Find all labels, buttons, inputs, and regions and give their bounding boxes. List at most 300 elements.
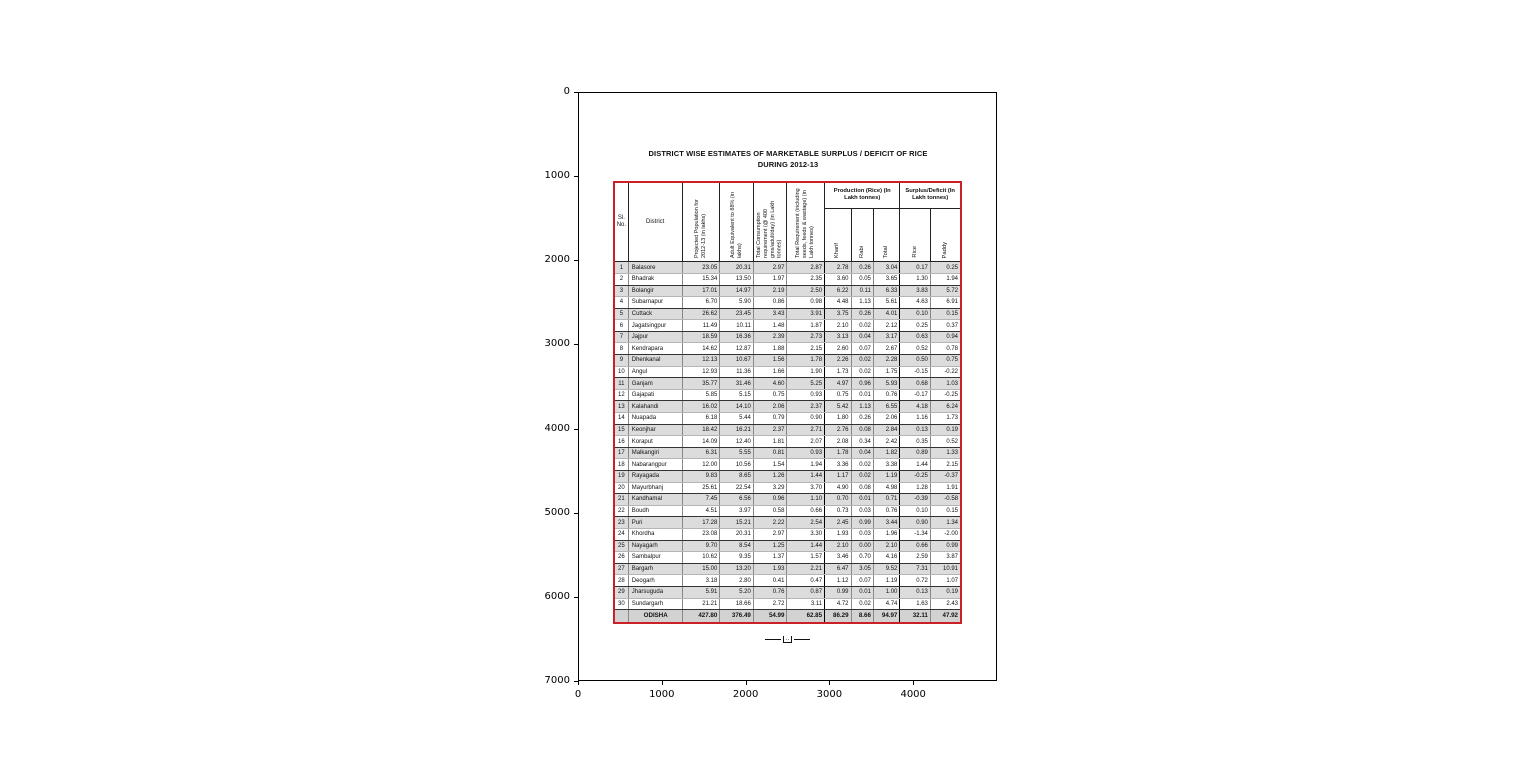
table-cell: 5.91 bbox=[682, 586, 720, 598]
table-cell: 11.49 bbox=[682, 320, 720, 332]
table-cell: 1.44 bbox=[787, 471, 825, 483]
table-cell: 7.45 bbox=[682, 494, 720, 506]
table-cell: 0.02 bbox=[851, 459, 873, 471]
table-cell: 19 bbox=[614, 471, 628, 483]
table-cell: 5.20 bbox=[720, 586, 754, 598]
table-cell: 1.13 bbox=[851, 297, 873, 309]
x-tick-mark bbox=[662, 681, 663, 685]
table-cell: 1.44 bbox=[787, 540, 825, 552]
table-row bbox=[614, 413, 961, 425]
table-cell: 16.02 bbox=[682, 401, 720, 413]
table-cell: 4.18 bbox=[900, 401, 931, 413]
table-cell: 0.01 bbox=[851, 586, 873, 598]
table-cell: 0.96 bbox=[851, 378, 873, 390]
table-cell: -2.00 bbox=[930, 528, 961, 540]
table-cell: 2.87 bbox=[787, 262, 825, 274]
table-cell: 1.93 bbox=[825, 528, 851, 540]
table-cell: 11 bbox=[614, 378, 628, 390]
table-cell: 1.19 bbox=[873, 575, 899, 587]
table-cell: 3.65 bbox=[873, 273, 899, 285]
table-cell: 0.52 bbox=[930, 436, 961, 448]
table-cell: 0.81 bbox=[753, 447, 787, 459]
y-tick-label: 3000 bbox=[544, 338, 570, 350]
table-cell: 1.03 bbox=[930, 378, 961, 390]
table-cell: 2.50 bbox=[787, 285, 825, 297]
table-cell: 2.45 bbox=[825, 517, 851, 529]
table-row bbox=[614, 598, 961, 610]
table-row bbox=[614, 447, 961, 459]
table-cell: 4.72 bbox=[825, 598, 851, 610]
table-cell: 4.74 bbox=[873, 598, 899, 610]
table-cell: 3.97 bbox=[720, 505, 754, 517]
table-cell: 8.66 bbox=[851, 610, 873, 623]
table-cell: 27 bbox=[614, 563, 628, 575]
table-cell: 3.91 bbox=[787, 308, 825, 320]
table-cell: 7.31 bbox=[900, 563, 931, 575]
header-paddy: Paddy bbox=[930, 208, 961, 262]
table-cell: 31.46 bbox=[720, 378, 754, 390]
table-cell: 2.97 bbox=[753, 528, 787, 540]
table-cell: 29 bbox=[614, 586, 628, 598]
y-tick-label: 1000 bbox=[544, 170, 570, 182]
table-cell: 3.60 bbox=[825, 273, 851, 285]
table-cell: 2.59 bbox=[900, 552, 931, 564]
table-cell: 2.43 bbox=[930, 598, 961, 610]
table-cell: 0.13 bbox=[900, 424, 931, 436]
table-cell: 2.37 bbox=[753, 424, 787, 436]
table-cell: 2.78 bbox=[825, 262, 851, 274]
table-cell: 0.02 bbox=[851, 366, 873, 378]
table-cell: 24 bbox=[614, 528, 628, 540]
table-row bbox=[614, 528, 961, 540]
table-cell: 5.93 bbox=[873, 378, 899, 390]
table-cell: 2.73 bbox=[787, 331, 825, 343]
table-cell: 3.87 bbox=[930, 552, 961, 564]
table-cell: 2.12 bbox=[873, 320, 899, 332]
table-row bbox=[614, 285, 961, 297]
table-row bbox=[614, 355, 961, 367]
header-district: District bbox=[628, 182, 682, 262]
table-cell: 20 bbox=[614, 482, 628, 494]
table-cell: Dhenkanal bbox=[628, 355, 682, 367]
table-cell: 427.80 bbox=[682, 610, 720, 623]
table-cell: 25.61 bbox=[682, 482, 720, 494]
table-cell: 0.89 bbox=[900, 447, 931, 459]
table-cell: 9 bbox=[614, 355, 628, 367]
table-cell: 0.66 bbox=[900, 540, 931, 552]
table-cell: 2.71 bbox=[787, 424, 825, 436]
table-cell: 17.01 bbox=[682, 285, 720, 297]
table-cell: 1.44 bbox=[900, 459, 931, 471]
x-tick-mark bbox=[913, 681, 914, 685]
table-cell: 0.00 bbox=[851, 540, 873, 552]
table-row bbox=[614, 389, 961, 401]
table-cell: 13.20 bbox=[720, 563, 754, 575]
table-row bbox=[614, 308, 961, 320]
table-cell: 3.17 bbox=[873, 331, 899, 343]
table-cell: 12 bbox=[614, 389, 628, 401]
table-cell: Puri bbox=[628, 517, 682, 529]
table-cell: 15.00 bbox=[682, 563, 720, 575]
header-total: Total bbox=[873, 208, 899, 262]
header-population: Projected Population for 2012-13 (in lakhs) bbox=[682, 182, 720, 262]
table-cell: 4.90 bbox=[825, 482, 851, 494]
table-cell: 10 bbox=[614, 366, 628, 378]
table-row bbox=[614, 517, 961, 529]
table-cell: 9.35 bbox=[720, 552, 754, 564]
table-cell: 13 bbox=[614, 401, 628, 413]
table-row bbox=[614, 505, 961, 517]
table-cell: 1.78 bbox=[787, 355, 825, 367]
table-cell: 1.66 bbox=[753, 366, 787, 378]
table-cell: 14.97 bbox=[720, 285, 754, 297]
table-cell: 1.91 bbox=[930, 482, 961, 494]
table-cell: -0.15 bbox=[900, 366, 931, 378]
table-cell: Jharsuguda bbox=[628, 586, 682, 598]
table-cell: 13.50 bbox=[720, 273, 754, 285]
table-cell: Rayagada bbox=[628, 471, 682, 483]
table-row bbox=[614, 320, 961, 332]
table-cell: 2.39 bbox=[753, 331, 787, 343]
table-cell: 5.42 bbox=[825, 401, 851, 413]
table-cell: 0.07 bbox=[851, 575, 873, 587]
header-surplus-group: Surplus/Deficit (In Lakh tonnes) bbox=[900, 182, 961, 208]
x-tick-label: 4000 bbox=[900, 689, 926, 700]
table-cell: 8 bbox=[614, 343, 628, 355]
table-cell: Keonjhar bbox=[628, 424, 682, 436]
table-cell: 1.97 bbox=[753, 273, 787, 285]
x-tick-label: 3000 bbox=[816, 689, 843, 700]
table-row bbox=[614, 563, 961, 575]
table-cell: Boudh bbox=[628, 505, 682, 517]
table-cell: 1.75 bbox=[873, 366, 899, 378]
table-row bbox=[614, 494, 961, 506]
table-cell: Kandhamal bbox=[628, 494, 682, 506]
table-cell: Cuttack bbox=[628, 308, 682, 320]
table-cell: 2.19 bbox=[753, 285, 787, 297]
table-cell: 1.17 bbox=[825, 471, 851, 483]
table-cell: 0.15 bbox=[930, 308, 961, 320]
table-cell: 25 bbox=[614, 540, 628, 552]
table-cell: 26.62 bbox=[682, 308, 720, 320]
table-cell: 1.96 bbox=[873, 528, 899, 540]
table-cell: 9.52 bbox=[873, 563, 899, 575]
table-cell: 4 bbox=[614, 297, 628, 309]
table-cell: 0.02 bbox=[851, 320, 873, 332]
table-cell: 0.75 bbox=[753, 389, 787, 401]
table-cell: -0.37 bbox=[930, 471, 961, 483]
table-cell: 18.59 bbox=[682, 331, 720, 343]
table-cell: 0.72 bbox=[900, 575, 931, 587]
table-cell: 1.33 bbox=[930, 447, 961, 459]
table-cell: 14 bbox=[614, 413, 628, 425]
table-cell: 1.94 bbox=[787, 459, 825, 471]
table-cell: 1.57 bbox=[787, 552, 825, 564]
table-cell: 1.16 bbox=[900, 413, 931, 425]
table-row bbox=[614, 378, 961, 390]
table-cell: 35.77 bbox=[682, 378, 720, 390]
table-cell bbox=[614, 610, 628, 623]
table-cell: 1 bbox=[614, 262, 628, 274]
table-cell: 2 bbox=[614, 273, 628, 285]
table-cell: 2.42 bbox=[873, 436, 899, 448]
table-cell: 10.62 bbox=[682, 552, 720, 564]
table-cell: 6.47 bbox=[825, 563, 851, 575]
table-cell: 1.78 bbox=[825, 447, 851, 459]
table-cell: 2.07 bbox=[787, 436, 825, 448]
table-cell: 30 bbox=[614, 598, 628, 610]
table-cell: 1.30 bbox=[900, 273, 931, 285]
table-cell: 0.94 bbox=[930, 331, 961, 343]
table-cell: 18.42 bbox=[682, 424, 720, 436]
table-cell: 23.45 bbox=[720, 308, 754, 320]
x-tick-label: 1000 bbox=[649, 689, 675, 700]
rice-surplus-table bbox=[613, 181, 962, 624]
table-cell: 23 bbox=[614, 517, 628, 529]
header-sl-no: Sl. No. bbox=[614, 182, 628, 262]
table-cell: 0.70 bbox=[851, 552, 873, 564]
table-cell: 3.11 bbox=[787, 598, 825, 610]
table-cell: Nayagarh bbox=[628, 540, 682, 552]
table-cell: 22 bbox=[614, 505, 628, 517]
table-cell: 20.31 bbox=[720, 528, 754, 540]
table-cell: 22.54 bbox=[720, 482, 754, 494]
table-cell: 5.85 bbox=[682, 389, 720, 401]
table-cell: 16 bbox=[614, 436, 628, 448]
table-cell: 0.08 bbox=[851, 424, 873, 436]
table-cell: 4.51 bbox=[682, 505, 720, 517]
header-adult-equivalent: Adult Equivalent to 88% (in lakhs) bbox=[720, 182, 754, 262]
table-cell: Malkangiri bbox=[628, 447, 682, 459]
table-cell: 10.56 bbox=[720, 459, 754, 471]
table-cell: 0.37 bbox=[930, 320, 961, 332]
table-cell: 2.72 bbox=[753, 598, 787, 610]
table-cell: 6.22 bbox=[825, 285, 851, 297]
table-cell: 1.80 bbox=[825, 413, 851, 425]
y-tick-mark bbox=[574, 429, 578, 430]
table-cell: 1.88 bbox=[753, 343, 787, 355]
table-cell: 62.85 bbox=[787, 610, 825, 623]
table-cell: 0.90 bbox=[787, 413, 825, 425]
table-cell: 6 bbox=[614, 320, 628, 332]
table-cell: 1.00 bbox=[873, 586, 899, 598]
table-cell: 23.05 bbox=[682, 262, 720, 274]
table-cell: 2.67 bbox=[873, 343, 899, 355]
table-cell: 1.73 bbox=[930, 413, 961, 425]
title-line-2: DURING 2012-13 bbox=[757, 159, 819, 169]
table-cell: 6.31 bbox=[682, 447, 720, 459]
table-cell: Khordha bbox=[628, 528, 682, 540]
table-row bbox=[614, 459, 961, 471]
table-cell: 0.90 bbox=[900, 517, 931, 529]
table-cell: 5.15 bbox=[720, 389, 754, 401]
table-cell: 2.28 bbox=[873, 355, 899, 367]
table-cell: 0.73 bbox=[825, 505, 851, 517]
table-cell: 0.93 bbox=[787, 389, 825, 401]
table-cell: 17 bbox=[614, 447, 628, 459]
table-cell: -0.39 bbox=[900, 494, 931, 506]
table-cell: 26 bbox=[614, 552, 628, 564]
table-row bbox=[614, 262, 961, 274]
table-cell: 0.25 bbox=[930, 262, 961, 274]
table-cell: 15.34 bbox=[682, 273, 720, 285]
table-cell: Nabarangpur bbox=[628, 459, 682, 471]
table-cell: 0.03 bbox=[851, 505, 873, 517]
table-cell: Sambalpur bbox=[628, 552, 682, 564]
table-cell: 1.19 bbox=[873, 471, 899, 483]
table-cell: Jagatsingpur bbox=[628, 320, 682, 332]
table-cell: 1.63 bbox=[900, 598, 931, 610]
table-cell: 16.36 bbox=[720, 331, 754, 343]
table-cell: 6.24 bbox=[930, 401, 961, 413]
table-cell: Balasore bbox=[628, 262, 682, 274]
table-cell: 3.30 bbox=[787, 528, 825, 540]
table-cell: 2.76 bbox=[825, 424, 851, 436]
table-cell: 6.18 bbox=[682, 413, 720, 425]
table-cell: 3.75 bbox=[825, 308, 851, 320]
table-cell: 14.09 bbox=[682, 436, 720, 448]
table-cell: 54.99 bbox=[753, 610, 787, 623]
table-body bbox=[614, 262, 961, 623]
table-cell: 6.33 bbox=[873, 285, 899, 297]
table-cell: 21 bbox=[614, 494, 628, 506]
table-cell: 12.13 bbox=[682, 355, 720, 367]
title-line-1: DISTRICT WISE ESTIMATES OF MARKETABLE SURPLUS / DEFICIT OF RICE bbox=[648, 149, 928, 158]
table-cell: -0.22 bbox=[930, 366, 961, 378]
table-cell: 2.60 bbox=[825, 343, 851, 355]
table-cell: 47.92 bbox=[930, 610, 961, 623]
table-cell: 2.08 bbox=[825, 436, 851, 448]
table-cell: 0.68 bbox=[900, 378, 931, 390]
table-cell: 1.10 bbox=[787, 494, 825, 506]
x-tick-mark bbox=[578, 681, 579, 685]
table-cell: 1.87 bbox=[787, 320, 825, 332]
table-cell: 0.86 bbox=[753, 297, 787, 309]
table-cell: 0.76 bbox=[873, 389, 899, 401]
table-cell: 0.11 bbox=[851, 285, 873, 297]
table-cell: 1.93 bbox=[753, 563, 787, 575]
table-cell: Kalahandi bbox=[628, 401, 682, 413]
table-cell: 1.90 bbox=[787, 366, 825, 378]
y-tick-mark bbox=[574, 92, 578, 93]
table-cell: 3.43 bbox=[753, 308, 787, 320]
table-cell: 0.63 bbox=[900, 331, 931, 343]
table-row bbox=[614, 552, 961, 564]
table-cell: 0.19 bbox=[930, 586, 961, 598]
table-cell: 0.02 bbox=[851, 471, 873, 483]
table-cell: 1.25 bbox=[753, 540, 787, 552]
table-cell: 8.65 bbox=[720, 471, 754, 483]
x-tick-mark bbox=[746, 681, 747, 685]
table-cell: -1.34 bbox=[900, 528, 931, 540]
table-cell: 4.97 bbox=[825, 378, 851, 390]
table-cell: 5.25 bbox=[787, 378, 825, 390]
table-row bbox=[614, 482, 961, 494]
table-cell: 0.99 bbox=[825, 586, 851, 598]
table-cell: 0.07 bbox=[851, 343, 873, 355]
table-cell: 0.13 bbox=[900, 586, 931, 598]
table-cell: 3 bbox=[614, 285, 628, 297]
y-tick-mark bbox=[574, 176, 578, 177]
table-header bbox=[614, 182, 961, 262]
table-cell: 2.97 bbox=[753, 262, 787, 274]
table-cell: 0.47 bbox=[787, 575, 825, 587]
table-cell: 28 bbox=[614, 575, 628, 587]
table-cell: 2.84 bbox=[873, 424, 899, 436]
table-cell: 2.10 bbox=[825, 320, 851, 332]
table-cell: 14.10 bbox=[720, 401, 754, 413]
table-cell: 15.21 bbox=[720, 517, 754, 529]
y-tick-label: 2000 bbox=[544, 254, 570, 266]
header-rice: Rice bbox=[900, 208, 931, 262]
table-row bbox=[614, 424, 961, 436]
table-cell: 0.99 bbox=[930, 540, 961, 552]
header-consumption: Total Consumption requirement (@ 400 gms/adult/day) (in Lakh tonnes) bbox=[753, 182, 787, 262]
table-cell: 1.73 bbox=[825, 366, 851, 378]
table-cell: 12.00 bbox=[682, 459, 720, 471]
table-cell: 3.13 bbox=[825, 331, 851, 343]
table-cell: 12.40 bbox=[720, 436, 754, 448]
table-cell: 18.66 bbox=[720, 598, 754, 610]
table-cell: 0.52 bbox=[900, 343, 931, 355]
table-cell: Subarnapur bbox=[628, 297, 682, 309]
table-cell: 6.56 bbox=[720, 494, 754, 506]
table-cell: 5.72 bbox=[930, 285, 961, 297]
table-cell: 0.76 bbox=[873, 505, 899, 517]
table-cell: 10.91 bbox=[930, 563, 961, 575]
table-cell: 2.21 bbox=[787, 563, 825, 575]
table-cell: 0.25 bbox=[900, 320, 931, 332]
table-cell: Deogarh bbox=[628, 575, 682, 587]
table-cell: -0.25 bbox=[900, 471, 931, 483]
table-cell: 12.93 bbox=[682, 366, 720, 378]
table-cell: Bhadrak bbox=[628, 273, 682, 285]
table-cell: -0.58 bbox=[930, 494, 961, 506]
table-cell: Bolangir bbox=[628, 285, 682, 297]
table-cell: 12.87 bbox=[720, 343, 754, 355]
table-cell: 6.70 bbox=[682, 297, 720, 309]
table-row bbox=[614, 436, 961, 448]
page-marker-line-right bbox=[794, 639, 810, 640]
table-cell: 1.28 bbox=[900, 482, 931, 494]
table-cell: 0.87 bbox=[787, 586, 825, 598]
table-cell: 5.90 bbox=[720, 297, 754, 309]
table-cell: 0.58 bbox=[753, 505, 787, 517]
y-tick-mark bbox=[574, 513, 578, 514]
table-cell: 8.54 bbox=[720, 540, 754, 552]
table-cell: 2.80 bbox=[720, 575, 754, 587]
table-cell: 0.76 bbox=[753, 586, 787, 598]
y-tick-mark bbox=[574, 597, 578, 598]
header-rabi: Rabi bbox=[851, 208, 873, 262]
table-cell: 6.55 bbox=[873, 401, 899, 413]
table-cell: ODISHA bbox=[628, 610, 682, 623]
table-cell: 32.11 bbox=[900, 610, 931, 623]
table-row bbox=[614, 401, 961, 413]
table-cell: 3.44 bbox=[873, 517, 899, 529]
table-cell: 6.91 bbox=[930, 297, 961, 309]
table-cell: 5.61 bbox=[873, 297, 899, 309]
table-total-row bbox=[614, 610, 961, 623]
y-tick-label: 6000 bbox=[544, 590, 570, 602]
header-requirement: Total Requirement (including seeds, feeds & wastage) (in Lakh tonnes) bbox=[787, 182, 825, 262]
table-cell: 0.26 bbox=[851, 413, 873, 425]
table-cell: 1.26 bbox=[753, 471, 787, 483]
table-cell: 0.50 bbox=[900, 355, 931, 367]
table-cell: 11.36 bbox=[720, 366, 754, 378]
y-tick-mark bbox=[574, 344, 578, 345]
table-cell: 0.26 bbox=[851, 308, 873, 320]
